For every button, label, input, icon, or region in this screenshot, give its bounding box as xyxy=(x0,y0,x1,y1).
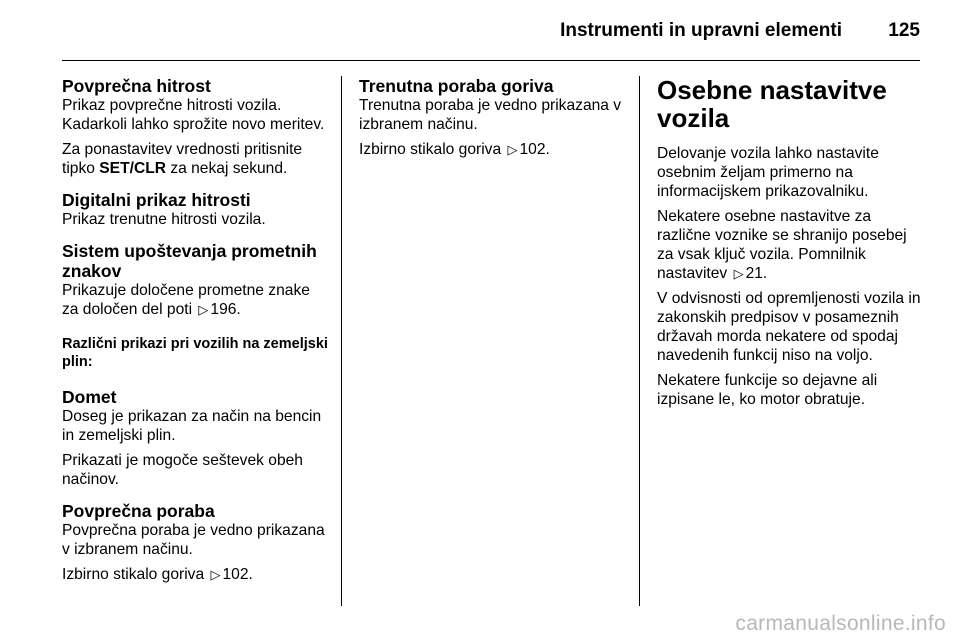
running-title: Instrumenti in upravni elementi xyxy=(560,20,842,41)
paragraph: Trenutna poraba je vedno prikazana v izbranem načinu. xyxy=(359,97,622,133)
column-3 xyxy=(657,76,925,409)
header-rule xyxy=(62,60,920,61)
page-header xyxy=(62,18,920,48)
page-reference-link[interactable]: 196. xyxy=(210,301,241,318)
paragraph: Prikazati je mogoče seštevek obeh načinov. xyxy=(62,452,303,488)
paragraph: Prikaz povprečne hitrosti vozila. Kadarkoli lahko sprožite novo meritev. xyxy=(62,97,325,133)
arrow-right-icon: ▷ xyxy=(733,266,744,281)
paragraph: Za ponastavitev vrednosti pritisnite tipko SET/CLR za nekaj sekund. xyxy=(62,141,303,177)
paragraph: Prikaz trenutne hitrosti vozila. xyxy=(62,211,266,228)
paragraph: Nekatere osebne nastavitve za različne voznike se shranijo posebej za vsak ključ vozila. Pomnilnik nastavitev ▷ 21. xyxy=(657,208,907,282)
page-number: 125 xyxy=(888,20,920,41)
paragraph: Delovanje vozila lahko nastavite osebnim željam primerno na informacijskem prikazovalniku. xyxy=(657,145,879,200)
key-label: SET/CLR xyxy=(99,160,166,177)
paragraph: Nekatere funkcije so dejavne ali izpisane le, ko motor obratuje. xyxy=(657,372,878,408)
arrow-right-icon: ▷ xyxy=(198,302,209,317)
heading-traffic-sign: Sistem upoštevanja prometnih znakov xyxy=(62,241,317,281)
heading-cng-displays: Različni prikazi pri vozilih na zemeljski plin: xyxy=(62,336,328,370)
heading-digital-speed: Digitalni prikaz hitrosti xyxy=(62,190,251,210)
watermark: carmanualsonline.info xyxy=(735,612,946,635)
heading-range: Domet xyxy=(62,387,117,407)
heading-current-consumption: Trenutna poraba goriva xyxy=(359,76,554,96)
column-1 xyxy=(62,76,330,584)
column-divider-1 xyxy=(341,76,342,606)
heading-average-speed: Povprečna hitrost xyxy=(62,76,211,96)
column-divider-2 xyxy=(639,76,640,606)
page-reference-link[interactable]: 21. xyxy=(745,265,768,282)
column-2 xyxy=(359,76,624,159)
paragraph: Izbirno stikalo goriva ▷ 102. xyxy=(62,566,253,583)
arrow-right-icon: ▷ xyxy=(210,567,221,582)
heading-average-consumption: Povprečna poraba xyxy=(62,501,215,521)
paragraph: V odvisnosti od opremljenosti vozila in zakonskih predpisov v posameznih državah morda nekatere od spodaj navedenih funkcij niso na voljo. xyxy=(657,290,921,364)
arrow-right-icon: ▷ xyxy=(507,142,518,157)
heading-personal-settings: Osebne nastavitve vozila xyxy=(657,75,887,133)
paragraph: Prikazuje določene prometne znake za določen del poti ▷ 196. xyxy=(62,282,310,318)
page-reference-link[interactable]: 102. xyxy=(519,141,550,158)
paragraph: Izbirno stikalo goriva ▷ 102. xyxy=(359,141,550,158)
paragraph: Doseg je prikazan za način na bencin in zemeljski plin. xyxy=(62,408,322,444)
page-reference-link[interactable]: 102. xyxy=(222,566,253,583)
paragraph: Povprečna poraba je vedno prikazana v izbranem načinu. xyxy=(62,522,325,558)
